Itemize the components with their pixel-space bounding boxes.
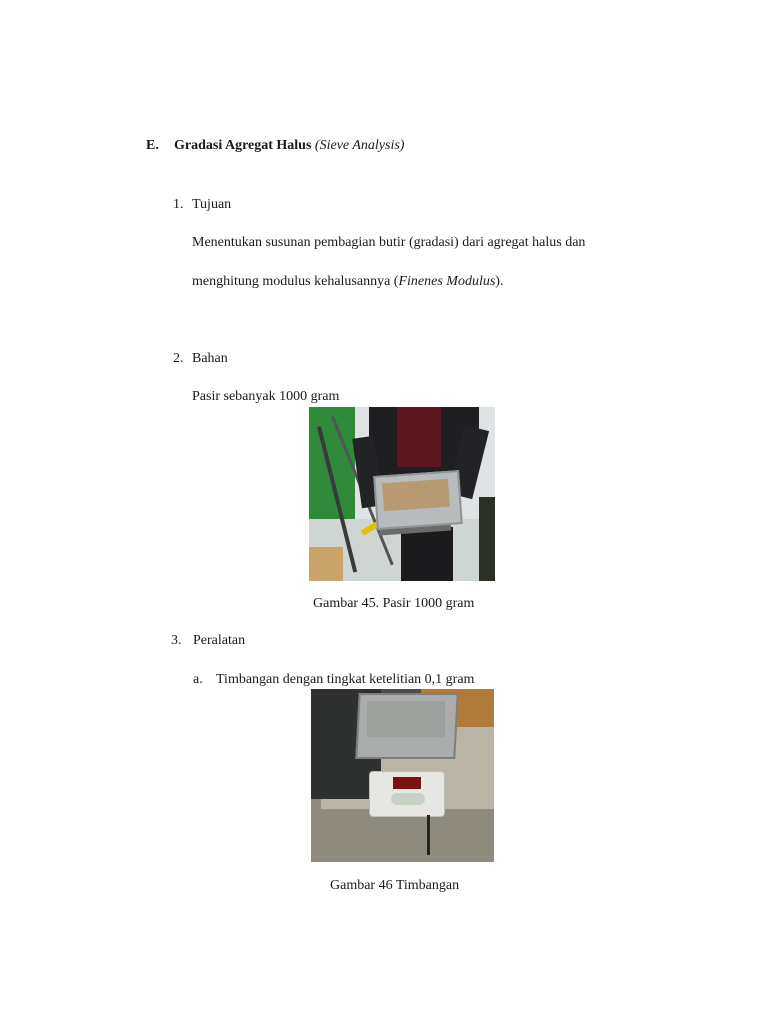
item-a-letter: a. <box>193 672 203 687</box>
item-a-text: Timbangan dengan tingkat ketelitian 0,1 gram <box>216 672 475 687</box>
figure-45-caption: Gambar 45. Pasir 1000 gram <box>313 596 475 611</box>
bahan-text: Pasir sebanyak 1000 gram <box>192 389 340 404</box>
scale-photo <box>311 689 494 862</box>
tujuan-line-1: Menentukan susunan pembagian butir (gradasi) dari agregat halus dan <box>192 235 586 250</box>
section-subtitle: (Sieve Analysis) <box>314 138 405 153</box>
tujuan-line-2-prefix: menghitung modulus kehalusannya ( <box>192 274 399 289</box>
section-heading <box>174 139 404 153</box>
tujuan-number: 1. <box>173 197 184 212</box>
peralatan-number: 3. <box>171 633 182 648</box>
sand-photo <box>309 407 495 581</box>
section-letter: E. <box>146 138 159 153</box>
tujuan-line-2-suffix: ). <box>495 274 504 289</box>
tujuan-line-2 <box>192 275 503 289</box>
peralatan-label: Peralatan <box>193 633 246 648</box>
fineness-modulus-term: Finenes Modulus <box>398 274 496 289</box>
tujuan-label: Tujuan <box>192 197 232 212</box>
figure-46-caption: Gambar 46 Timbangan <box>330 878 460 893</box>
section-title: Gradasi Agregat Halus <box>174 138 312 153</box>
bahan-label: Bahan <box>192 351 228 366</box>
bahan-number: 2. <box>173 351 184 366</box>
